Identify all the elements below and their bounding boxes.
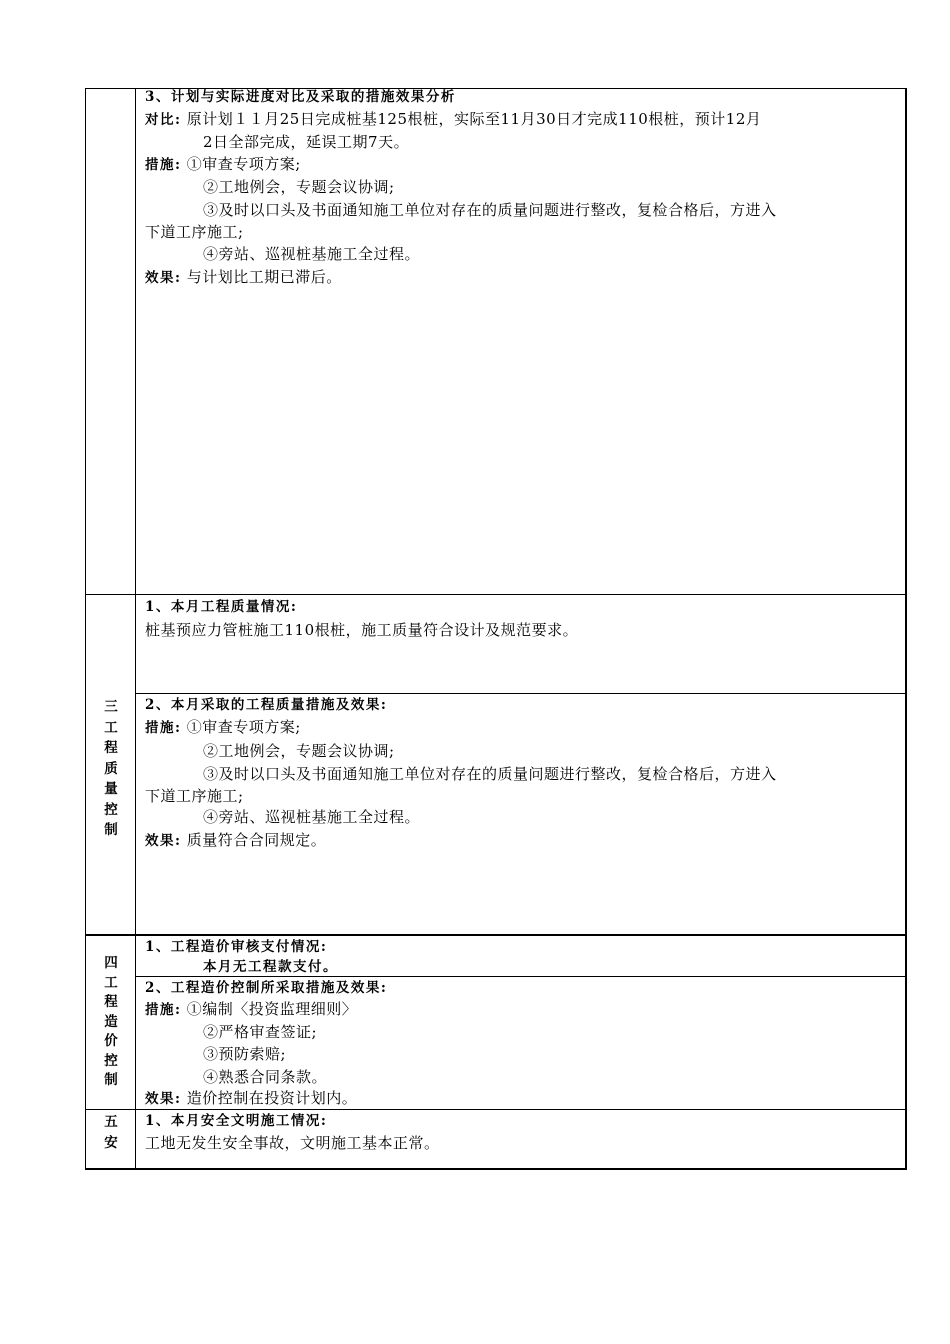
measure-item: ②严格审查签证;	[203, 1023, 318, 1041]
side-char: 程	[104, 994, 118, 1010]
measure-item: ①编制〈投资监理细则〉	[186, 1000, 358, 1018]
side-char: 量	[104, 781, 118, 797]
measure-item: ②工地例会，专题会议协调;	[203, 742, 395, 760]
effect-text: 质量符合合同规定。	[186, 831, 327, 849]
side-char: 造	[104, 1013, 118, 1030]
measure-item: ③及时以口头及书面通知施工单位对存在的质量问题进行整改，复检合格后，方进入	[203, 765, 777, 783]
side-char: 程	[104, 740, 118, 756]
compare-text-line2: 2日全部完成，延误工期7天。	[203, 133, 410, 151]
compare-text-line1: 原计划１１月25日完成桩基125根桩，实际至11月30日才完成110根桩，预计12月	[186, 110, 762, 128]
measure-item: ①审查专项方案;	[186, 155, 301, 173]
effect-label: 效果:	[145, 270, 182, 286]
measures-label: 措施:	[145, 157, 182, 173]
cost-audit-heading: 1、工程造价审核支付情况:	[145, 939, 328, 955]
effect-text: 造价控制在投资计划内。	[186, 1089, 358, 1107]
side-char: 五	[104, 1114, 118, 1130]
side-char: 质	[104, 760, 118, 777]
measure-item: ②工地例会，专题会议协调;	[203, 178, 395, 196]
measures-label: 措施:	[145, 1002, 182, 1018]
measure-item: ①审查专项方案;	[186, 718, 301, 736]
cost-side-label	[86, 954, 136, 1091]
measure-item: ③及时以口头及书面通知施工单位对存在的质量问题进行整改，复检合格后，方进入	[203, 201, 777, 219]
side-char: 工	[104, 719, 118, 736]
measure-item: ④旁站、巡视桩基施工全过程。	[203, 808, 421, 826]
cost-effect	[145, 1087, 357, 1110]
safety-heading: 1、本月安全文明施工情况:	[145, 1113, 328, 1129]
progress-effect	[145, 266, 342, 289]
table-bottom-border	[85, 1168, 907, 1170]
quality-status-text: 桩基预应力管桩施工110根桩，施工质量符合设计及规范要求。	[145, 621, 579, 639]
side-char: 制	[104, 1072, 118, 1088]
safety-side-label	[86, 1112, 136, 1153]
measure-item: ④旁站、巡视桩基施工全过程。	[203, 245, 421, 263]
quality-effect	[145, 829, 326, 852]
cost-control-heading: 2、工程造价控制所采取措施及效果:	[145, 980, 388, 996]
cost-audit-text: 本月无工程款支付。	[203, 959, 338, 975]
progress-heading: 3、计划与实际进度对比及采取的措施效果分析	[145, 89, 456, 105]
table-right-border	[905, 88, 907, 1170]
measures-label: 措施:	[145, 720, 182, 736]
cost-measures	[145, 998, 357, 1021]
progress-compare	[145, 108, 761, 131]
side-char: 三	[104, 699, 118, 715]
side-char: 价	[104, 1033, 118, 1049]
quality-measures-heading: 2、本月采取的工程质量措施及效果:	[145, 697, 388, 713]
side-char: 四	[104, 955, 118, 971]
safety-text: 工地无发生安全事故，文明施工基本正常。	[145, 1134, 440, 1152]
side-char: 安	[104, 1134, 118, 1151]
compare-label: 对比:	[145, 112, 182, 128]
section-divider-quality	[85, 594, 907, 595]
measure-item: ③预防索赔;	[203, 1045, 287, 1063]
side-char: 控	[104, 1052, 118, 1069]
side-char: 控	[104, 801, 118, 818]
side-char: 制	[104, 822, 118, 838]
measure-item: 下道工序施工;	[145, 787, 244, 805]
side-char: 工	[104, 974, 118, 991]
measure-item: 下道工序施工;	[145, 223, 244, 241]
effect-label: 效果:	[145, 1091, 182, 1107]
quality-side-label	[86, 697, 136, 841]
quality-status-heading: 1、本月工程质量情况:	[145, 599, 298, 615]
measure-item: ④熟悉合同条款。	[203, 1068, 328, 1086]
effect-label: 效果:	[145, 833, 182, 849]
progress-measures	[145, 153, 301, 176]
quality-measures	[145, 716, 301, 739]
effect-text: 与计划比工期已滞后。	[186, 268, 342, 286]
